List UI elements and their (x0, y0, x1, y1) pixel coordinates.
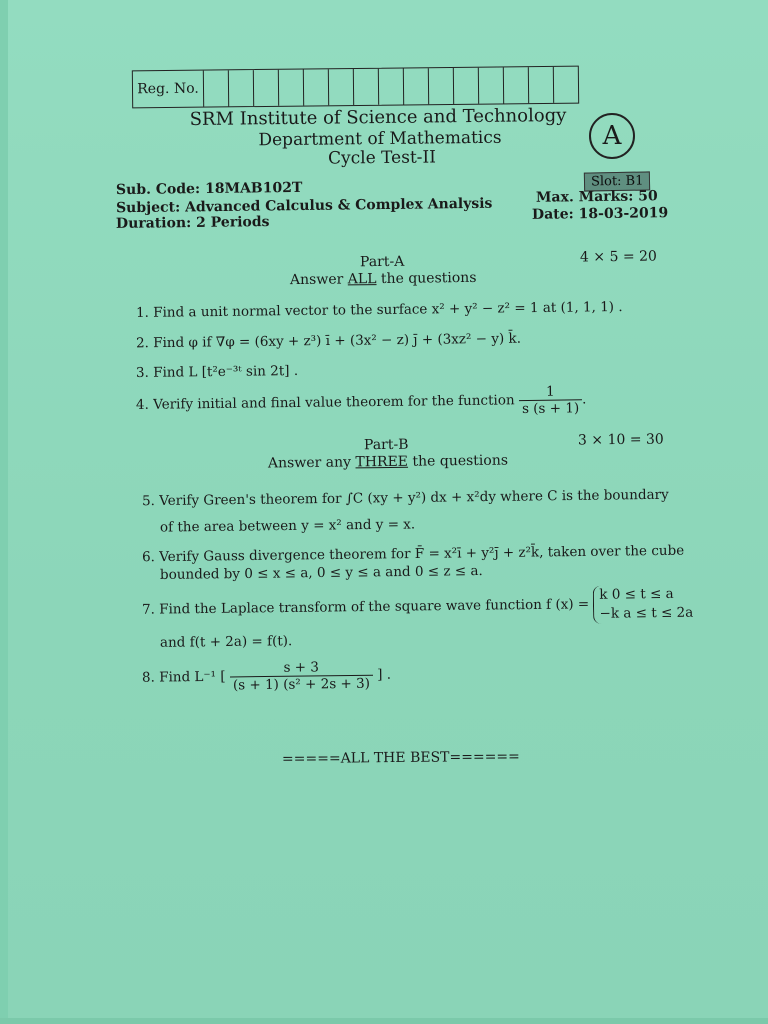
reg-no-cell (354, 69, 379, 105)
question-4: 4. Verify initial and final value theorem for the function $\frac{1}{s (s + 1)}$ . (135, 383, 587, 418)
reg-no-cell (529, 67, 554, 103)
question-8-numerator: s + 3 (230, 659, 373, 678)
subject: Subject: Advanced Calculus & Complex Analysis (115, 195, 493, 217)
question-6-line-2: bounded by 0 ≤ x ≤ a, 0 ≤ y ≤ a and 0 ≤ z ≤ a. (159, 563, 483, 583)
scan-edge-bottom (0, 1018, 768, 1024)
part-b-title: Part-B (363, 436, 409, 454)
reg-no-cell (404, 68, 429, 104)
part-a-marks: 4 × 5 = 20 (579, 248, 657, 266)
question-7-piecewise (593, 585, 693, 624)
question-4-numerator: 1 (519, 383, 582, 401)
question-1: 1. Find a unit normal vector to the surface x² + y² − z² = 1 at (1, 1, 1) . (135, 299, 623, 321)
question-7-case-2: −k a ≤ t ≤ 2a (599, 604, 694, 622)
question-7-case-1: k 0 ≤ t ≤ a (599, 585, 674, 603)
reg-no-box (132, 66, 579, 109)
question-3: 3. Find L [t²e⁻³ᵗ sin 2t] . (135, 363, 299, 381)
question-4-fraction (519, 383, 583, 417)
question-5-line-1: 5. Verify Green's theorem for ∫C (xy + y²) dx + x²dy where C is the boundary (141, 486, 669, 510)
question-5-line-2: of the area between y = x² and y = x. (159, 516, 416, 536)
reg-no-cell (229, 70, 254, 106)
question-4-denominator: s (s + 1) (521, 400, 580, 418)
part-a-title: Part-A (359, 253, 405, 271)
reg-no-cell (254, 70, 279, 106)
slot-label: Slot: B1 (584, 171, 651, 191)
question-8-fraction (230, 659, 373, 694)
max-marks: Max. Marks: 50 (535, 188, 658, 206)
part-b-instruction-post: the questions (407, 452, 509, 470)
reg-no-cell (554, 67, 578, 103)
department-name: Department of Mathematics (258, 127, 502, 151)
question-7-text: 7. Find the Laplace transform of the square wave function f (x) = (141, 596, 590, 618)
question-set-badge: A (589, 113, 635, 159)
test-name: Cycle Test-II (327, 147, 437, 169)
question-7-line-2: and f(t + 2a) = f(t). (159, 633, 293, 651)
reg-no-cell (329, 69, 354, 105)
reg-no-cell (504, 67, 529, 103)
reg-no-cell (279, 70, 304, 106)
reg-no-cell (304, 69, 329, 105)
question-6-line-1: 6. Verify Gauss divergence theorem for F̄ = x²ī + y²j̄ + z²k̄, taken over the cube (141, 542, 685, 566)
reg-no-cell (454, 68, 479, 104)
duration: Duration: 2 Periods (115, 214, 270, 232)
reg-no-cell (429, 68, 454, 104)
reg-no-label: Reg. No. (133, 71, 204, 108)
part-a-instruction-post: the questions (376, 269, 477, 288)
question-8-denominator: (s + 1) (s² + 2s + 3) (232, 675, 371, 694)
question-8-pre: 8. Find L⁻¹ [ (141, 668, 226, 686)
exam-date: Date: 18-03-2019 (531, 205, 669, 223)
reg-no-cell (479, 67, 504, 103)
part-a-instruction (290, 270, 477, 288)
footer-best-wishes: =====ALL THE BEST====== (281, 748, 520, 768)
part-b-marks: 3 × 10 = 30 (577, 431, 664, 449)
part-a-instruction-pre: Answer (289, 271, 348, 289)
question-4-text: 4. Verify initial and final value theorem for the function (135, 392, 515, 413)
reg-no-cell (379, 68, 404, 104)
part-b-instruction-key: THREE (355, 453, 409, 471)
question-7 (142, 585, 694, 630)
sub-code: Sub. Code: 18MAB102T (115, 179, 303, 199)
part-a-instruction-key: ALL (347, 271, 377, 288)
part-b-instruction (268, 453, 508, 472)
institute-name: SRM Institute of Science and Technology (189, 105, 567, 130)
question-8 (142, 658, 391, 694)
question-2: 2. Find φ if ∇φ = (6xy + z³) ī + (3x² − z) j̄ + (3xz² − y) k̄. (135, 330, 522, 352)
part-b-instruction-pre: Answer any (267, 454, 356, 472)
question-8-post: ] . (377, 666, 392, 683)
reg-no-cell (204, 70, 229, 106)
